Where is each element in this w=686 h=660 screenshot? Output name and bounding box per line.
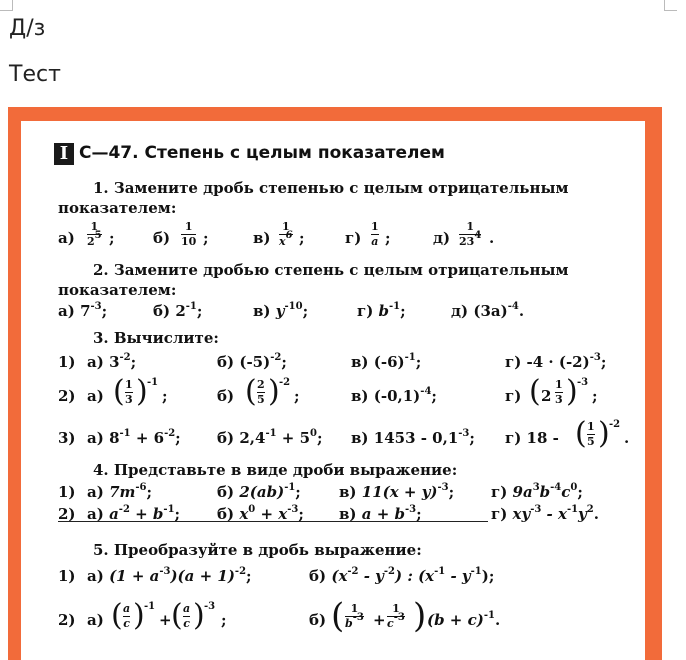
task4-row2-d: г) $xy^{-3} - x^{-1}y^2$. [491, 504, 599, 523]
task1-a-label: а) [58, 229, 75, 247]
task1-e-label: д) [433, 229, 451, 247]
task5-row2-a-plus: + [159, 611, 172, 629]
task3-row2-b-label: б) [217, 387, 235, 405]
worksheet-sheet: I С—47. Степень с целым показателем 1. Замените дробь степенью с целым отрицательным показателем: а) 1 $2^5$ ; б) 1 10 ; в) 1 $x^6$ ; г) 1 a ; д) 1 $23^4$ . 2. Замените дробью степень с целым отрицательным показателем: а) $7^{-3}$; б) $2^{-1}$; в) $y^{-10}$; г) $b^{-1}$; д) $(3a)^{-4}$. 3. Вычислите: 1) а) $3^{-2}$; б) $(-5)^{-2}$; в) $(-6)^{-1}$; г) $-4 \cdot (-2)^{-3}$; 2) а) ( 1 3 ) -1 ; б) ( 2 5 ) -2 ; в) $(-0,1)^{-4}$; г) ( 2 1 3 ) -3 ; 3) а) $8^{-1} + 6^{-2}$; б) $2,4^{-1} + 5^0$; в) $1453 - 0,1^{-3}$; г) 18 - ( 1 5 ) -2 . 4. Представьте в виде дроби выражение: 1) а) $7m^{-6}$; б) 2(ab)$^{-1}$; в) $11(x + y)^{-3}$; г) $9a^3b^{-4}c^0$; 2) а) $a^{-2} + b^{-1}$; б) $x^0 + x^{-3}$; в) $a + b^{-3}$; г) $xy^{-3} - x^{-1}y^2$. 5. Преобразуйте в дробь выражение: 1) а) $(1 + a^{-3})(a + 1)^{-2}$; б) $(x^{-2} - y^{-2})$ : $(x^{-1} - y^{-1})$; 2) а) ( a c ) -1 + ( a c ) -3 ; б) ( 1 $b^{-3}$ + 1 $c^{-3}$ ) $(b + c)^{-1}$. [21, 121, 645, 660]
task4-row2-c: в) $a + b^{-3}$; [339, 504, 422, 523]
task4-row1-d: г) $9a^3b^{-4}c^0$; [491, 482, 583, 501]
task1-c-label: в) [253, 229, 271, 247]
task1-e-fraction: 1 $23^4$ [459, 220, 482, 248]
task5-row2-b-fraction2: 1 $c^{-3}$ [387, 602, 405, 630]
task5-row2-num: 2) [58, 611, 76, 629]
task5-row2-a-exp2: -3 [204, 601, 216, 612]
task3-row1-c: в) $(-6)^{-1}$; [351, 352, 422, 371]
task3-row2-d-fraction: 1 3 [555, 378, 563, 406]
task4-row1-b: б) 2(ab)$^{-1}$; [217, 482, 301, 501]
task2-e: д) $(3a)^{-4}$. [451, 301, 525, 320]
task3-row2-a-label: а) [87, 387, 104, 405]
task2-b: б) $2^{-1}$; [153, 301, 203, 320]
task3-row3-d-fraction: 1 5 [587, 420, 595, 448]
homework-heading: Д/з [9, 16, 46, 41]
task4-row2-a: а) $a^{-2} + b^{-1}$; [87, 504, 181, 523]
task5-row2-a-fraction2: a c [183, 602, 191, 630]
task3-row2-a-fraction: 1 3 [125, 378, 133, 406]
task3-row2-d-exp: -3 [577, 377, 589, 388]
task4-row1-a: а) $7m^{-6}$; [87, 482, 153, 501]
task3-row3-a: а) $8^{-1} + 6^{-2}$; [87, 428, 181, 447]
task5-row2-b-label: б) [309, 611, 327, 629]
task3-row2-num: 2) [58, 387, 76, 405]
task5-row2-a-label: а) [87, 611, 104, 629]
task2-line2: показателем: [58, 281, 177, 299]
task1-line2: показателем: [58, 199, 177, 217]
task1-a-fraction: 1 $2^5$ [87, 220, 102, 248]
section-divider [58, 521, 488, 522]
task3-row2-a-exp: -1 [147, 377, 159, 388]
task5-row1-b: б) $(x^{-2} - y^{-2})$ : $(x^{-1} - y^{-1})$; [309, 566, 495, 585]
task5-row2-b-fraction1: 1 $b^{-3}$ [345, 602, 364, 630]
task3-row2-d-whole: 2 [541, 387, 552, 405]
task2-line1: 2. Замените дробью степень с целым отрицательным [93, 261, 569, 279]
task4-row1-num: 1) [58, 483, 76, 501]
task3-row3-num: 3) [58, 429, 76, 447]
task1-line1: 1. Замените дробь степенью с целым отрицательным [93, 179, 569, 197]
task1-b-label: б) [153, 229, 171, 247]
task5-row2-b-plus: + [373, 611, 386, 629]
task1-d-fraction: 1 a [371, 220, 379, 248]
task3-heading: 3. Вычислите: [93, 329, 219, 347]
task3-row1-a: а) $3^{-2}$; [87, 352, 137, 371]
worksheet-frame [8, 107, 662, 660]
variant-badge: I [54, 143, 74, 165]
task3-row3-d-pre: г) 18 - [505, 429, 559, 447]
task4-row1-c: в) $11(x + y)^{-3}$; [339, 482, 455, 501]
task3-row3-c: в) $1453 - 0,1^{-3}$; [351, 428, 475, 447]
task5-row2-b-tail: $(b + c)^{-1}$. [427, 610, 501, 629]
worksheet-title: С—47. Степень с целым показателем [79, 143, 445, 163]
task5-heading: 5. Преобразуйте в дробь выражение: [93, 541, 422, 559]
task3-row3-b: б) $2,4^{-1} + 5^0$; [217, 428, 323, 447]
task1-b-fraction: 1 10 [181, 220, 197, 248]
task1-c-fraction: 1 $x^6$ [279, 220, 293, 248]
task4-row2-num: 2) [58, 505, 76, 523]
test-heading: Тест [9, 62, 61, 87]
task5-row2-a-exp1: -1 [144, 601, 156, 612]
task2-c: в) $y^{-10}$; [253, 301, 309, 320]
task5-row1-a: а) $(1 + a^{-3})(a + 1)^{-2}$; [87, 566, 252, 585]
task3-row2-d-label: г) [505, 387, 522, 405]
corner-mark-left [0, 0, 13, 11]
task3-row1-d: г) $-4 \cdot (-2)^{-3}$; [505, 352, 607, 371]
task4-row2-b: б) $x^0 + x^{-3}$; [217, 504, 304, 523]
task5-row1-num: 1) [58, 567, 76, 585]
task1-d-label: г) [345, 229, 362, 247]
task3-row3-d-exp: -2 [609, 419, 621, 430]
task3-row2-c: в) $(-0,1)^{-4}$; [351, 386, 437, 405]
task4-heading: 4. Представьте в виде дроби выражение: [93, 461, 458, 479]
task3-row1-num: 1) [58, 353, 76, 371]
task5-row2-a-fraction1: a c [123, 602, 131, 630]
task3-row1-b: б) $(-5)^{-2}$; [217, 352, 287, 371]
task2-d: г) $b^{-1}$; [357, 301, 406, 320]
task2-a: а) $7^{-3}$; [58, 301, 108, 320]
corner-mark-right [664, 0, 677, 11]
task3-row2-b-fraction: 2 5 [257, 378, 265, 406]
task3-row2-b-exp: -2 [279, 377, 291, 388]
